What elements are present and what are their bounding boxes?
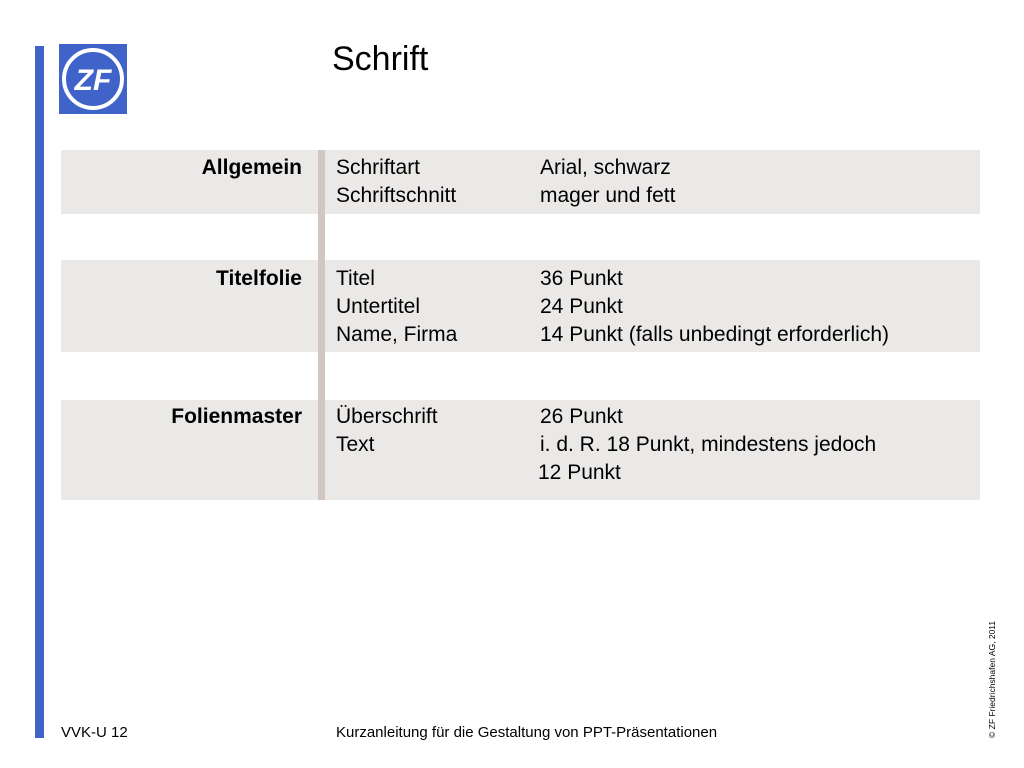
attribute-value: 24 Punkt bbox=[540, 295, 623, 318]
slide-title: Schrift bbox=[332, 40, 429, 78]
attribute-value: Arial, schwarz bbox=[540, 156, 671, 179]
category-label: Allgemein bbox=[201, 156, 302, 179]
attribute-name: Text bbox=[336, 433, 375, 456]
value-column bbox=[540, 403, 975, 487]
category-label: Titelfolie bbox=[216, 267, 302, 290]
column-divider bbox=[318, 150, 325, 500]
attribute-value: mager und fett bbox=[540, 184, 676, 207]
copyright-notice: © ZF Friedrichshafen AG, 2011 bbox=[987, 620, 997, 738]
category-label: Folienmaster bbox=[171, 405, 302, 428]
attribute-value: 12 Punkt bbox=[538, 461, 621, 484]
attribute-name: Name, Firma bbox=[336, 323, 458, 346]
svg-text:ZF: ZF bbox=[74, 64, 112, 97]
zf-logo bbox=[59, 44, 127, 114]
attribute-name bbox=[336, 459, 536, 487]
attribute-name: Überschrift bbox=[336, 405, 438, 428]
attribute-name: Schriftart bbox=[336, 156, 421, 179]
attribute-value: 26 Punkt bbox=[540, 405, 623, 428]
attribute-column bbox=[336, 265, 536, 349]
attribute-value: 36 Punkt bbox=[540, 267, 623, 290]
footer-code: VVK-U 12 bbox=[61, 724, 128, 741]
attribute-name: Schriftschnitt bbox=[336, 184, 457, 207]
attribute-name: Untertitel bbox=[336, 295, 421, 318]
value-column bbox=[540, 154, 975, 210]
footer-caption: Kurzanleitung für die Gestaltung von PPT-Präsentationen bbox=[336, 724, 718, 741]
attribute-value: 14 Punkt (falls unbedingt erforderlich) bbox=[540, 323, 890, 346]
attribute-column bbox=[336, 403, 536, 487]
attribute-value: i. d. R. 18 Punkt, mindestens jedoch bbox=[540, 433, 877, 456]
attribute-name: Titel bbox=[336, 267, 375, 290]
attribute-column bbox=[336, 154, 536, 210]
accent-bar bbox=[35, 46, 44, 738]
value-column bbox=[540, 265, 975, 349]
